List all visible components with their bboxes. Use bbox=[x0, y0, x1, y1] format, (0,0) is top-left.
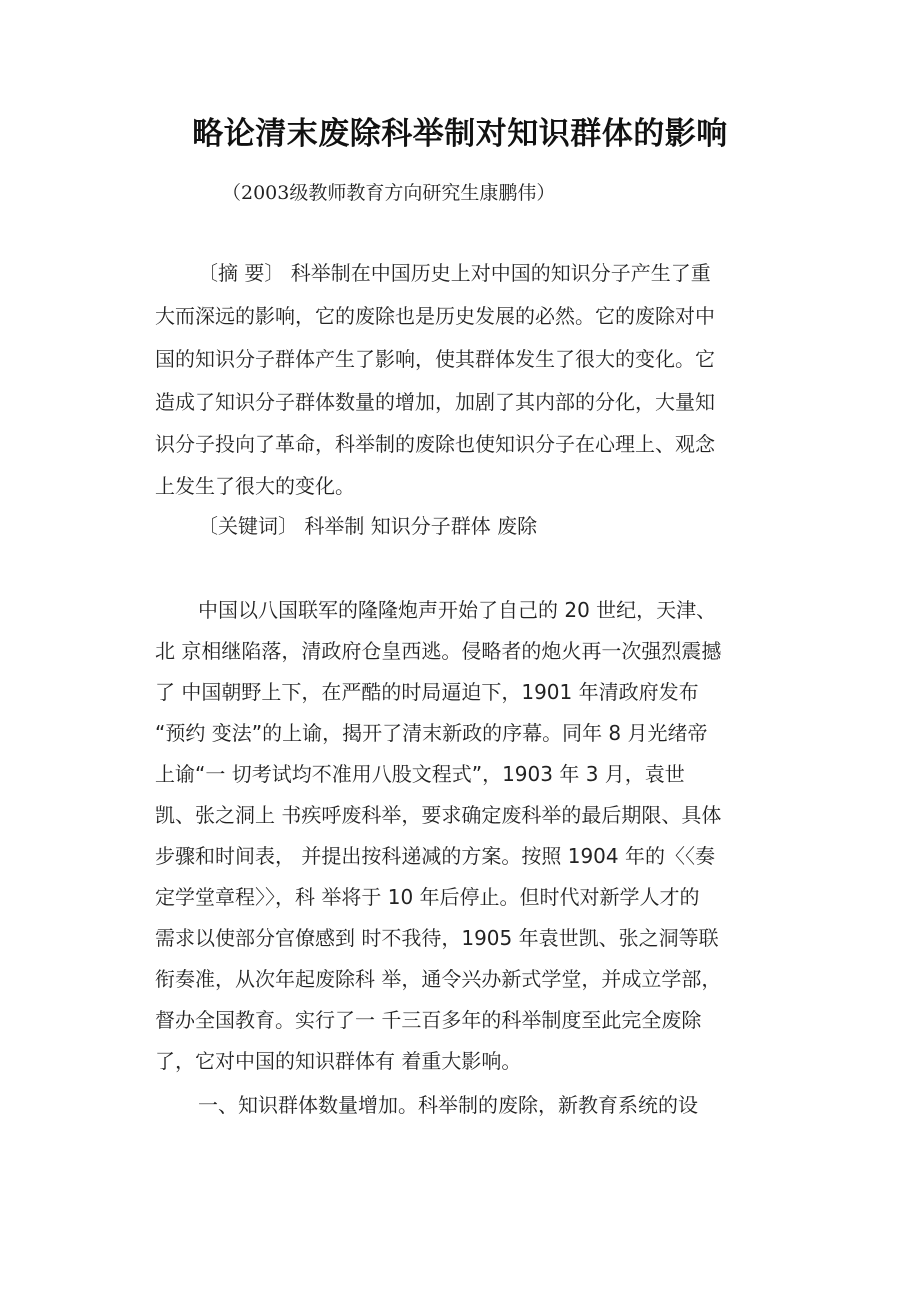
body-line: 需求以使部分官僚感到 时不我待，1905 年袁世凯、张之洞等联 bbox=[155, 926, 719, 950]
abstract-line: 上发生了很大的变化。 bbox=[155, 474, 355, 498]
keywords-line: 〔关键词〕 科举制 知识分子群体 废除 bbox=[198, 514, 538, 538]
body-line: 督办全国教育。实行了一 千三百多年的科举制度至此完全废除 bbox=[155, 1008, 702, 1032]
abstract-line: 识分子投向了革命，科举制的废除也使知识分子在心理上、观念 bbox=[155, 432, 715, 456]
body-line: 衔奏准，从次年起废除科 举，通令兴办新式学堂，并成立学部， bbox=[155, 967, 722, 991]
abstract-line: 国的知识分子群体产生了影响，使其群体发生了很大的变化。它 bbox=[155, 347, 715, 371]
abstract-line: 〔摘 要〕 科举制在中国历史上对中国的知识分子产生了重 bbox=[198, 261, 711, 285]
author-line: （2003级教师教育方向研究生康鹏伟） bbox=[222, 182, 556, 204]
document-title: 略论清末废除科举制对知识群体的影响 bbox=[192, 116, 728, 152]
body-line: 凯、张之洞上 书疾呼废科举，要求确定废科举的最后期限、具体 bbox=[155, 803, 722, 827]
body-line: 北 京相继陷落，清政府仓皇西逃。侵略者的炮火再一次强烈震撼 bbox=[155, 639, 722, 663]
body-line: 中国以八国联军的隆隆炮声开始了自己的 20 世纪，天津、 bbox=[198, 598, 717, 622]
section-heading-line: 一、知识群体数量增加。科举制的废除，新教育系统的设 bbox=[198, 1093, 698, 1117]
body-line: 了，它对中国的知识群体有 着重大影响。 bbox=[155, 1049, 522, 1073]
body-line: “预约 变法”的上谕，揭开了清末新政的序幕。同年 8 月光绪帝 bbox=[155, 721, 708, 745]
body-line: 步骤和时间表， 并提出按科递减的方案。按照 1904 年的〈〈奏 bbox=[155, 844, 715, 868]
body-line: 上谕“一 切考试均不准用八股文程式”，1903 年 3 月，袁世 bbox=[155, 762, 685, 786]
body-line: 了 中国朝野上下，在严酷的时局逼迫下，1901 年清政府发布 bbox=[155, 680, 699, 704]
abstract-line: 大而深远的影响，它的废除也是历史发展的必然。它的废除对中 bbox=[155, 304, 715, 328]
body-line: 定学堂章程〉〉，科 举将于 10 年后停止。但时代对新学人才的 bbox=[155, 885, 700, 909]
abstract-line: 造成了知识分子群体数量的增加，加剧了其内部的分化，大量知 bbox=[155, 390, 715, 414]
